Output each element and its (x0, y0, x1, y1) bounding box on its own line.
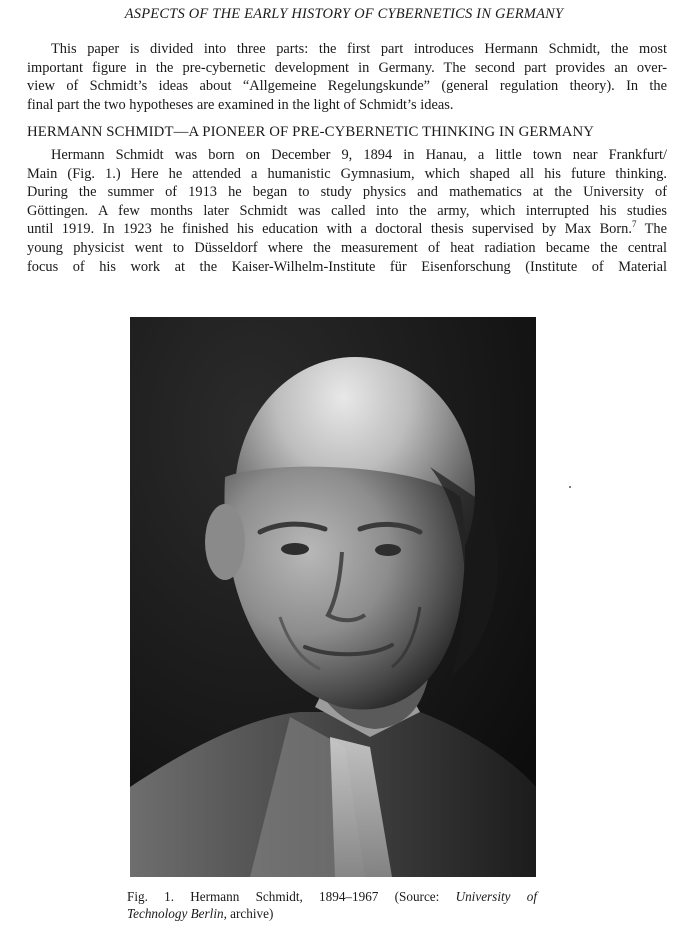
body-line: Hermann Schmidt was born on December 9, 1894 in Hanau, a little town near Frankfurt/ (51, 147, 667, 163)
section-heading: HERMANN SCHMIDT—A PIONEER OF PRE-CYBERNETIC THINKING IN GERMANY (27, 124, 595, 140)
intro-paragraph (27, 40, 667, 114)
body-line-text: until 1919. In 1923 he finished his education with a doctoral thesis supervised by Max Born. (27, 221, 632, 238)
portrait-illustration (130, 317, 536, 877)
body-line: young physicist went to Düsseldorf where the measurement of heat radiation became the central (27, 239, 667, 256)
body-line: Main (Fig. 1.) Here he attended a humanistic Gymnasium, which shaped all his future thinking. (27, 165, 667, 182)
portrait-photo (130, 317, 536, 877)
body-paragraph (27, 146, 667, 276)
body-line: Göttingen. A few months later Schmidt was called into the army, which interrupted his studies (27, 202, 667, 219)
caption-text: , archive) (223, 906, 274, 921)
intro-line: important figure in the pre-cybernetic development in Germany. The second part provides an over- (27, 59, 667, 76)
body-line (27, 220, 667, 239)
running-head: ASPECTS OF THE EARLY HISTORY OF CYBERNETICS IN GERMANY (124, 6, 564, 22)
intro-line: view of Schmidt’s ideas about “Allgemeine Regelungskunde” (general regulation theory). In the (27, 78, 667, 95)
caption-line-1 (127, 888, 537, 905)
intro-line: This paper is divided into three parts: the first part introduces Hermann Schmidt, the most (51, 41, 667, 57)
scan-speck (569, 486, 571, 488)
caption-source-italic: University of (455, 889, 537, 904)
footnote-ref: 7 (631, 219, 637, 230)
caption-line-2 (127, 905, 537, 922)
body-line-tail: The (636, 221, 667, 238)
body-line: focus of his work at the Kaiser-Wilhelm-Institute für Eisenforschung (Institute of Material (27, 258, 667, 275)
caption-source-italic: Technology Berlin (127, 906, 224, 921)
intro-line: final part the two hypotheses are examined in the light of Schmidt’s ideas. (27, 96, 454, 113)
caption-text: Fig. 1. Hermann Schmidt, 1894–1967 (Source: (127, 889, 456, 904)
figure-caption (127, 888, 537, 922)
body-line: During the summer of 1913 he began to study physics and mathematics at the University of (27, 184, 667, 201)
